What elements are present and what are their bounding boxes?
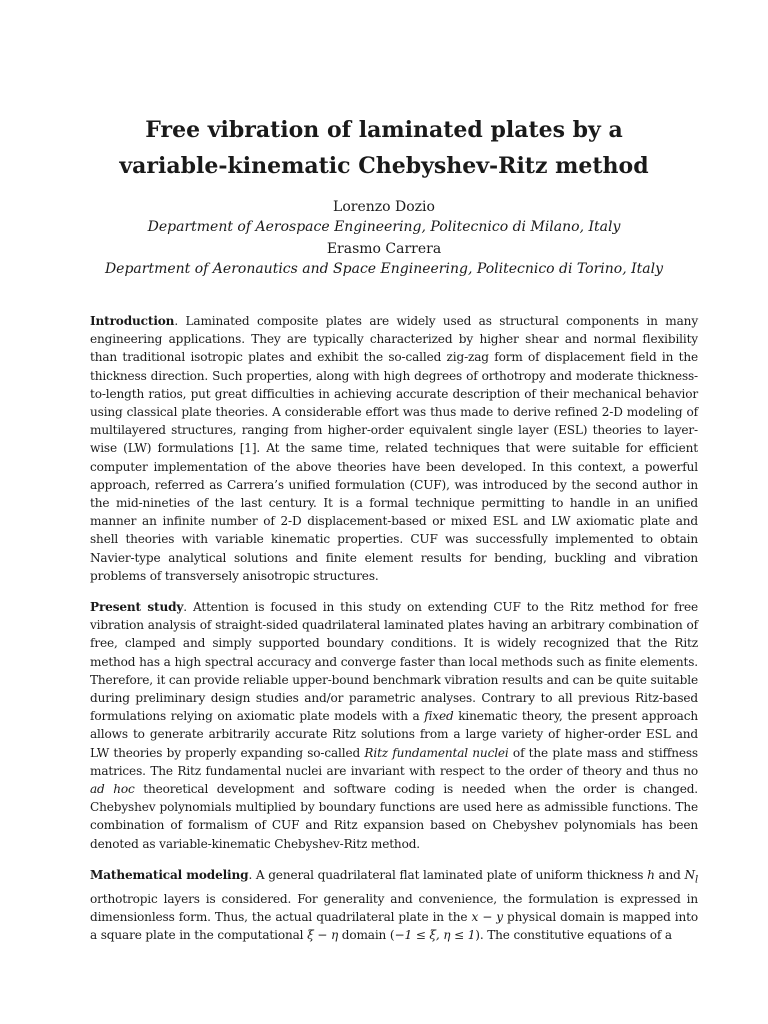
introduction-paragraph <box>90 312 698 585</box>
math-modeling-text: physical domain is mapped into a square plate in the computational <box>90 909 698 942</box>
section-heading-mathematical-modeling: Mathematical modeling <box>90 867 249 882</box>
math-variable: N <box>684 867 695 882</box>
title-line-1: Free vibration of laminated plates by a <box>145 117 623 143</box>
title-line-2: variable-kinematic Chebyshev-Ritz method <box>119 153 649 179</box>
math-expression: −1 ≤ ξ, η ≤ 1 <box>394 927 476 942</box>
present-study-text: kinematic theory, the present approach allows to generate arbitrarily accurate Ritz solutions from a large variety of higher-order ESL and LW theories by properly expanding so-called <box>90 709 698 760</box>
present-study-text: . Attention is focused in this study on extending CUF to the Ritz method for free vibration analysis of straight-sided quadrilateral laminated plates having an arbitrary combination of free, clamped and simply supported boundary conditions. It is widely recognized that the Ritz method has a high spectral accuracy and converge faster than local methods such as finite elements. Therefore, it can provide reliable upper-bound benchmark vibration results and can be quite suitable during preliminary design studies and/or parametric analyses. Contrary to all previous Ritz-based formulations relying on axiomatic plate models with a <box>90 600 698 724</box>
math-expression: x − y <box>471 909 503 924</box>
introduction-text: . Laminated composite plates are widely used as structural components in many engineering applications. They are typically characterized by higher shear and normal flexibility than traditional isotropic plates and exhibit the so-called zig-zag form of displacement field in the thickness direction. Such properties, along with high degrees of orthotropy and moderate thickness-to-length ratios, put great difficulties in achieving accurate description of their mechanical behavior using classical plate theories. A considerable effort was thus made to derive refined 2-D modeling of multilayered structures, ranging from higher-order equivalent single layer (ESL) theories to layer-wise (LW) formulations [1]. At the same time, related techniques that were suitable for efficient computer implementation of the above theories have been developed. In this context, a powerful approach, referred as Carrera’s unified formulation (CUF), was introduced by the second author in the mid-nineties of the last century. It is a formal technique permitting to handle in an unified manner an infinite number of 2-D displacement-based or mixed ESL and LW axiomatic plate and shell theories with variable kinematic properties. CUF was successfully implemented to obtain Navier-type analytical solutions and finite element results for bending, buckling and vibration problems of transversely anisotropic structures. <box>90 314 698 583</box>
section-heading-introduction: Introduction <box>90 314 175 328</box>
author-name: Erasmo Carrera <box>326 241 442 257</box>
paper-body <box>90 312 698 957</box>
author-affiliation: Department of Aerospace Engineering, Politecnico di Milano, Italy <box>147 219 621 235</box>
section-heading-present-study: Present study <box>90 600 184 615</box>
math-modeling-text: domain ( <box>338 927 395 942</box>
emphasis-text: fixed <box>424 709 454 724</box>
math-modeling-text: . A general quadrilateral flat laminated plate of uniform thickness <box>248 867 648 882</box>
math-modeling-text: ). The constitutive equations of a <box>475 927 672 942</box>
math-modeling-text: and <box>654 867 685 882</box>
math-modeling-text: orthotropic layers is considered. For generality and convenience, the formulation is expressed in dimensionless form. Thus, the actual quadrilateral plate in the <box>90 891 698 924</box>
author-name: Lorenzo Dozio <box>333 199 435 215</box>
author-block-2 <box>90 239 678 279</box>
present-study-paragraph <box>90 598 698 853</box>
author-affiliation: Department of Aeronautics and Space Engineering, Politecnico di Torino, Italy <box>104 261 664 277</box>
math-expression: ξ − η <box>307 927 339 942</box>
math-subscript: l <box>694 874 699 886</box>
author-block-1 <box>90 197 678 237</box>
present-study-text: theoretical development and software coding is needed when the order is changed. Chebyshev polynomials multiplied by boundary functions are used here as admissible functions. The combination of formalism of CUF and Ritz expansion based on Chebyshev polynomials has been denoted as variable-kinematic Chebyshev-Ritz method. <box>90 782 698 851</box>
emphasis-text: Ritz fundamental nuclei <box>364 745 509 760</box>
mathematical-modeling-paragraph <box>90 866 698 944</box>
paper-title <box>90 112 678 184</box>
math-variable: h <box>647 867 655 882</box>
emphasis-text: ad hoc <box>90 782 135 797</box>
present-study-text: of the plate mass and stiffness matrices. The Ritz fundamental nuclei are invariant with respect to the order of theory and thus no <box>90 745 698 778</box>
